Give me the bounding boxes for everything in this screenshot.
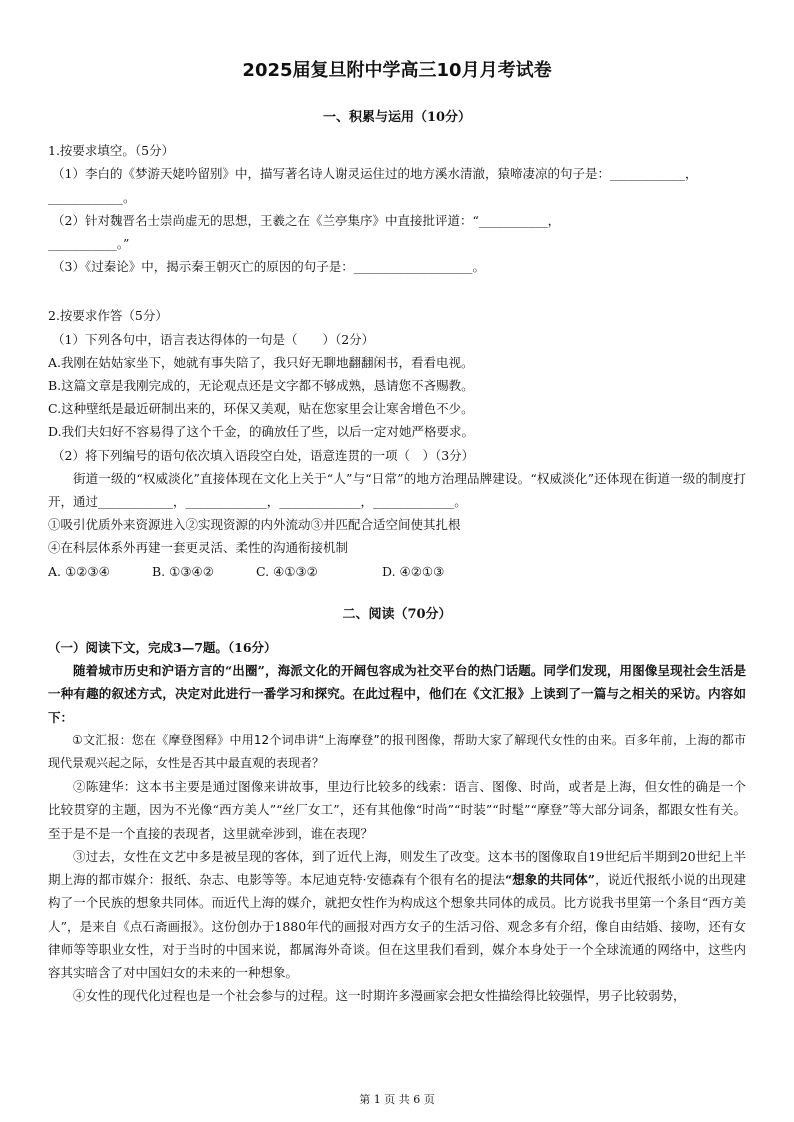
question-2-items-2: ④在科层体系外再建一套更灵活、柔性的沟通衔接机制 — [48, 540, 349, 556]
question-1-part-1-cont: ____________。 — [48, 189, 136, 205]
question-1-part-2-cont: ___________。” — [48, 236, 130, 252]
choice-d: D. ④②①③ — [382, 563, 445, 579]
option-b: B.这篇文章是我刚完成的，无论观点还是文字都不够成熟，恳请您不吝赐教。 — [48, 378, 474, 394]
choice-c: C. ④①③② — [256, 563, 318, 579]
question-2-part-2: （2）将下列编号的语句依次填入语段空白处，语意连贯的一项（ ）（3分） — [52, 447, 475, 463]
option-d: D.我们夫妇好不容易得了这个千金，的确放任了些，以后一定对她严格要求。 — [48, 424, 475, 440]
section-heading-1: 一、积累与运用（10分） — [322, 110, 472, 125]
choice-a: A. ①②③④ — [48, 563, 110, 579]
option-a: A.我刚在姑姑家坐下，她就有事失陪了，我只好无聊地翻翻闲书，看看电视。 — [48, 354, 474, 370]
reading-paragraph-2: ②陈建华：这本书主要是通过图像来讲故事，里边行比较多的线索：语言、图像、时尚，或者是上海，但女性的确是一个比较贯穿的主题，因为不光像“西方美人”“丝厂女工”，还有其他像“时尚”“时装”“时髦”“摩登”等大部分词条，都跟女性有关。至于是不是一个直接的表现者，这里就牵涉到，谁在表现？ — [48, 779, 746, 841]
option-c: C.这种壁纸是最近研制出来的，环保又美观，贴在您家里会让寒舍增色不少。 — [48, 401, 474, 417]
paragraph-3-part-b: ，说近代报纸小说的出现建构了一个民族的想象共同体。而近代上海的媒介，就把女性作为构成这个想象共同体的成员。比方说我书里第一个条目“西方美人”，是来自《点石斋画报》。这份创办于1880年代的画报对西方女子的生活习俗、观念多有介绍，像自由结婚、接吻，还有女律师等等职业女性，对于当时的中国来说，都属海外奇谈。但在这里我们看到，媒介本身处于一个全球流通的网络中，这些内容其实暗含了对中国妇女的未来的一种想象。 — [48, 872, 746, 980]
question-2-stem: 2.按要求作答（5分） — [48, 308, 168, 324]
reading-subsection-1: （一）阅读下文，完成3—7题。（16分） — [48, 640, 277, 656]
question-1-stem: 1.按要求填空。（5分） — [48, 143, 175, 159]
imagined-community-term: “想象的共同体” — [505, 872, 595, 888]
paragraph-3-part-a: ③过去，女性在文艺中多是被呈现的客体，到了近代上海，则发生了改变。这本书的图像取自19世纪后半期到20世纪上半期上海的都市媒介：报纸、杂志、电影等等。本尼迪克特·安德森有个很有名的提法 — [48, 848, 746, 888]
question-1-part-2: （2）针对魏晋名士崇尚虚无的思想，王羲之在《兰亭集序》中直接批评道：“___________， — [52, 212, 561, 228]
question-1-part-1: （1）李白的《梦游天姥吟留别》中，描写著名诗人谢灵运住过的地方溪水清澈，猿啼凄凉的句子是：____________， — [52, 166, 698, 182]
question-2-passage: 街道一级的“权威淡化”直接体现在文化上关于“人”与“日常”的地方治理品牌建设。“权威淡化”还体现在街道一级的制度打开，通过____________，_____________，_____________，_____________。 — [48, 470, 746, 510]
page-title: 2025届复旦附中学高三10月月考试卷 — [242, 60, 552, 81]
page-footer: 第 1 页 共 6 页 — [359, 1093, 435, 1106]
question-2-choices — [48, 560, 746, 583]
choice-b: B. ①③④② — [152, 563, 214, 579]
reading-paragraph-1: ①文汇报：您在《摩登图释》中用12个词串讲“上海摩登”的报刊图像，帮助大家了解现代女性的由来。百多年前，上海的都市现代景观兴起之际，女性是否其中最直观的表现者？ — [48, 732, 746, 771]
reading-intro: 随着城市历史和沪语方言的“出圈”，海派文化的开阔包容成为社交平台的热门话题。同学们发现，用图像呈现社会生活是一种有趣的叙述方式，决定对此进行一番学习和探究。在此过程中，他们在《文汇报》上读到了一篇与之相关的采访。内容如下： — [48, 663, 746, 725]
question-2-items-1: ①吸引优质外来资源进入②实现资源的内外流动③并匹配合适空间使其扎根 — [48, 517, 461, 533]
reading-paragraph-3 — [48, 845, 746, 984]
question-1-part-3: （3）《过秦论》中，揭示秦王朝灭亡的原因的句子是：___________________。 — [52, 259, 485, 275]
section-heading-2: 二、阅读（70分） — [342, 606, 452, 622]
reading-paragraph-4: ④女性的现代化过程也是一个社会参与的过程。这一时期许多漫画家会把女性描绘得比较强悍，男子比较弱势， — [73, 988, 686, 1004]
question-2-part-1: （1）下列各句中，语言表达得体的一句是（ ）（2分） — [52, 331, 375, 347]
